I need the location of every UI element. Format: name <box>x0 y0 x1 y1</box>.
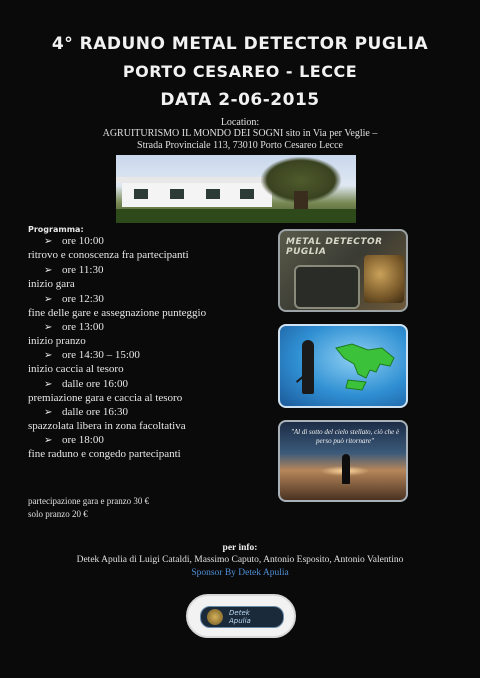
arrow-bullet-icon: ➢ <box>44 265 53 276</box>
venue-window <box>240 189 254 199</box>
sunset-beach-image <box>278 420 408 502</box>
location-label: Location: <box>220 117 260 128</box>
logo-inner-plate <box>200 606 284 628</box>
arrow-bullet-icon: ➢ <box>44 236 53 247</box>
event-date: DATA 2-06-2015 <box>160 90 320 110</box>
arrow-bullet-icon: ➢ <box>44 379 53 390</box>
arrow-bullet-icon: ➢ <box>44 435 53 446</box>
arrow-bullet-icon: ➢ <box>44 294 53 305</box>
location-address-line1: AGRUITURISMO IL MONDO DEI SOGNI sito in Via per Veglie – <box>102 128 378 139</box>
person-silhouette-icon <box>342 454 350 484</box>
programme-heading: Programma: <box>28 225 84 234</box>
programme-time: ➢ ore 11:30 <box>44 264 104 276</box>
programme-desc: inizio pranzo <box>28 335 86 347</box>
event-title: 4° RADUNO METAL DETECTOR PUGLIA <box>51 34 429 54</box>
southern-italy-map-icon <box>332 340 398 394</box>
coins-icon <box>364 255 404 303</box>
programme-desc: fine delle gare e assegnazione punteggio <box>28 307 207 319</box>
sponsor-line: Sponsor By Detek Apulia <box>191 568 289 578</box>
emblem-icon <box>207 609 223 625</box>
programme-time: ➢ dalle ore 16:00 <box>44 378 128 390</box>
programme-time: ➢ ore 12:30 <box>44 293 104 305</box>
info-heading: per info: <box>222 543 258 553</box>
programme-desc: ritrovo e conoscenza fra partecipanti <box>28 249 189 261</box>
detek-apulia-logo <box>186 594 296 638</box>
quote-text: "Al di sotto del cielo stellato, ciò che è perso può ritornare" <box>290 428 400 445</box>
arrow-bullet-icon: ➢ <box>44 350 53 361</box>
venue-window <box>170 189 184 199</box>
logo-text: Detek Apulia <box>229 609 251 625</box>
programme-desc: inizio caccia al tesoro <box>28 363 124 375</box>
programme-desc: premiazione gara e caccia al tesoro <box>28 392 183 404</box>
price-lunch: solo pranzo 20 € <box>28 509 88 519</box>
venue-window <box>206 189 220 199</box>
programme-time: ➢ ore 10:00 <box>44 235 104 247</box>
venue-lawn <box>116 209 356 223</box>
programme-desc: inizio gara <box>28 278 75 290</box>
metal-detector-puglia-image <box>278 229 408 312</box>
programme-time: ➢ ore 13:00 <box>44 321 104 333</box>
programme-time: ➢ ore 18:00 <box>44 434 104 446</box>
location-address-line2: Strada Provinciale 113, 73010 Porto Cesareo Lecce <box>137 140 343 151</box>
detector-icon <box>294 265 360 309</box>
italy-map-image <box>278 324 408 408</box>
event-place: PORTO CESAREO - LECCE <box>122 62 358 81</box>
venue-photo <box>116 155 356 223</box>
price-full: partecipazione gara e pranzo 30 € <box>28 496 150 506</box>
info-organizers: Detek Apulia di Luigi Cataldi, Massimo Caputo, Antonio Esposito, Antonio Valentino <box>76 555 404 565</box>
arrow-bullet-icon: ➢ <box>44 407 53 418</box>
programme-desc: spazzolata libera in zona facoltativa <box>28 420 186 432</box>
metal-detector-logo-text: METAL DETECTOR PUGLIA <box>286 237 383 257</box>
venue-window <box>134 189 148 199</box>
location-address <box>0 128 480 152</box>
programme-desc: fine raduno e congedo partecipanti <box>28 448 181 460</box>
programme-time: ➢ dalle ore 16:30 <box>44 406 128 418</box>
arrow-bullet-icon: ➢ <box>44 322 53 333</box>
programme-time: ➢ ore 14:30 – 15:00 <box>44 349 140 361</box>
